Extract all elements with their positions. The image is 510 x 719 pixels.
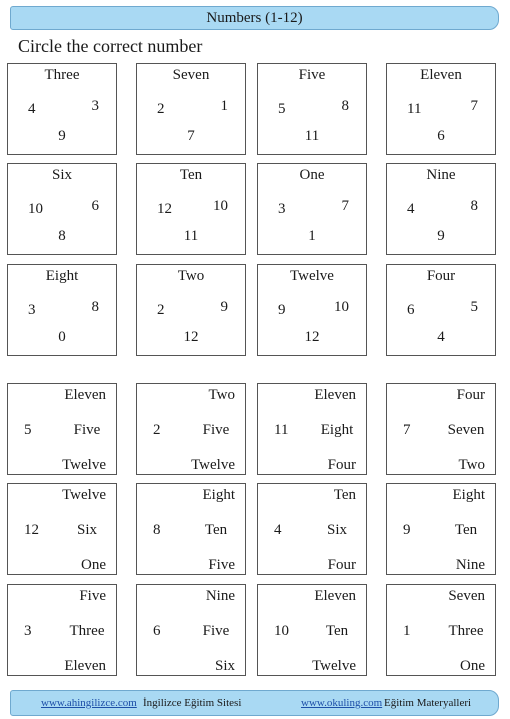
number-word: Twelve xyxy=(290,268,334,284)
instruction-text: Circle the correct number xyxy=(18,36,203,56)
number-option[interactable]: 7 xyxy=(470,98,478,114)
number-option[interactable]: 9 xyxy=(220,299,228,315)
word-option[interactable]: Three xyxy=(448,623,484,639)
number-option[interactable]: 12 xyxy=(183,329,199,345)
page-title: Numbers (1-12) xyxy=(206,10,303,26)
number-box xyxy=(7,383,117,475)
number-box xyxy=(386,483,496,575)
word-box xyxy=(136,163,246,255)
footer-link-okuling[interactable]: www.okuling.com xyxy=(301,697,383,709)
number-option[interactable]: 4 xyxy=(437,329,445,345)
word-option[interactable]: Nine xyxy=(205,588,235,604)
number-option[interactable]: 1 xyxy=(308,228,316,244)
word-box xyxy=(257,163,367,255)
number-word: Two xyxy=(177,268,205,284)
word-option[interactable]: Three xyxy=(69,623,105,639)
word-box xyxy=(136,264,246,356)
number-box xyxy=(136,584,246,676)
numeral: 4 xyxy=(274,522,282,538)
word-option[interactable]: Twelve xyxy=(62,457,106,473)
word-option[interactable]: Ten xyxy=(325,623,349,639)
number-box xyxy=(7,483,117,575)
number-option[interactable]: 7 xyxy=(341,198,349,214)
number-option[interactable]: 11 xyxy=(407,101,422,117)
numeral: 11 xyxy=(274,422,289,438)
numeral: 8 xyxy=(153,522,161,538)
number-word: Eleven xyxy=(420,67,462,83)
number-box xyxy=(136,383,246,475)
page-header xyxy=(10,6,499,30)
number-box xyxy=(257,383,367,475)
number-option[interactable]: 1 xyxy=(220,98,228,114)
number-option[interactable]: 5 xyxy=(470,299,478,315)
word-box xyxy=(257,63,367,155)
number-option[interactable]: 9 xyxy=(437,228,445,244)
word-option[interactable]: Ten xyxy=(333,487,356,503)
page-footer xyxy=(10,690,499,716)
footer-link-ahingilizce[interactable]: www.ahingilizce.com xyxy=(41,697,137,709)
word-option[interactable]: Ten xyxy=(204,522,228,538)
number-word: Eight xyxy=(45,268,79,284)
word-option[interactable]: Four xyxy=(327,557,356,573)
word-option[interactable]: Six xyxy=(214,658,235,674)
word-option[interactable]: Nine xyxy=(455,557,485,573)
word-option[interactable]: Seven xyxy=(447,422,485,438)
word-option[interactable]: Five xyxy=(202,623,230,639)
number-option[interactable]: 8 xyxy=(91,299,99,315)
number-option[interactable]: 8 xyxy=(58,228,66,244)
number-word: Seven xyxy=(172,67,210,83)
word-option[interactable]: Eleven xyxy=(314,588,356,604)
number-option[interactable]: 6 xyxy=(407,302,415,318)
number-option[interactable]: 12 xyxy=(304,329,320,345)
footer-text-1: İngilizce Eğitim Sitesi xyxy=(143,697,242,709)
word-option[interactable]: One xyxy=(81,557,106,573)
word-option[interactable]: Eight xyxy=(202,487,235,503)
numeral: 7 xyxy=(403,422,411,438)
word-option[interactable]: Six xyxy=(76,522,97,538)
numeral: 6 xyxy=(153,623,161,639)
number-option[interactable]: 2 xyxy=(157,302,165,318)
number-option[interactable]: 8 xyxy=(470,198,478,214)
number-option[interactable]: 5 xyxy=(278,101,286,117)
number-word: Ten xyxy=(179,167,203,183)
number-option[interactable]: 4 xyxy=(407,201,415,217)
word-option[interactable]: Two xyxy=(458,457,485,473)
number-word: Six xyxy=(51,167,72,183)
numeral: 5 xyxy=(24,422,32,438)
number-option[interactable]: 7 xyxy=(187,128,195,144)
word-option[interactable]: Seven xyxy=(448,588,485,604)
word-option[interactable]: Twelve xyxy=(191,457,235,473)
number-box xyxy=(257,584,367,676)
word-option[interactable]: Eleven xyxy=(314,387,356,403)
numeral: 2 xyxy=(153,422,161,438)
word-box xyxy=(386,264,496,356)
word-option[interactable]: One xyxy=(460,658,485,674)
word-option[interactable]: Eight xyxy=(452,487,485,503)
word-option[interactable]: Four xyxy=(327,457,356,473)
number-option[interactable]: 10 xyxy=(28,201,43,217)
word-option[interactable]: Two xyxy=(208,387,235,403)
number-option[interactable]: 3 xyxy=(278,201,286,217)
number-word: Five xyxy=(298,67,326,83)
number-word: Three xyxy=(44,67,80,83)
number-option[interactable]: 6 xyxy=(91,198,99,214)
number-word: Nine xyxy=(426,167,456,183)
number-option[interactable]: 9 xyxy=(58,128,66,144)
word-option[interactable]: Six xyxy=(326,522,347,538)
number-option[interactable]: 10 xyxy=(213,198,228,214)
numeral: 10 xyxy=(274,623,289,639)
word-box xyxy=(257,264,367,356)
word-box xyxy=(136,63,246,155)
number-option[interactable]: 12 xyxy=(157,201,172,217)
word-option[interactable]: Eleven xyxy=(64,387,106,403)
number-option[interactable]: 6 xyxy=(437,128,445,144)
word-option[interactable]: Five xyxy=(202,422,230,438)
word-box xyxy=(7,63,117,155)
word-option[interactable]: Five xyxy=(79,588,106,604)
number-option[interactable]: 0 xyxy=(58,329,66,345)
word-option[interactable]: Five xyxy=(73,422,101,438)
number-option[interactable]: 11 xyxy=(183,228,199,244)
number-box xyxy=(386,584,496,676)
number-option[interactable]: 11 xyxy=(304,128,320,144)
number-option[interactable]: 2 xyxy=(157,101,165,117)
word-option[interactable]: Eight xyxy=(320,422,354,438)
number-word: Four xyxy=(426,268,456,284)
number-option[interactable]: 4 xyxy=(28,101,36,117)
number-box xyxy=(7,584,117,676)
number-option[interactable]: 9 xyxy=(278,302,286,318)
number-option[interactable]: 10 xyxy=(334,299,349,315)
number-box xyxy=(386,383,496,475)
number-option[interactable]: 3 xyxy=(91,98,99,114)
word-option[interactable]: Four xyxy=(456,387,485,403)
numeral: 1 xyxy=(403,623,411,639)
word-option[interactable]: Twelve xyxy=(62,487,106,503)
numeral: 12 xyxy=(24,522,39,538)
word-option[interactable]: Ten xyxy=(454,522,478,538)
number-word: One xyxy=(299,167,325,183)
footer-text-2: Eğitim Materyalleri xyxy=(384,697,472,709)
word-option[interactable]: Eleven xyxy=(64,658,106,674)
word-option[interactable]: Twelve xyxy=(312,658,356,674)
word-box xyxy=(386,63,496,155)
numeral: 3 xyxy=(24,623,32,639)
number-box xyxy=(257,483,367,575)
word-option[interactable]: Five xyxy=(208,557,235,573)
number-option[interactable]: 8 xyxy=(341,98,349,114)
numeral: 9 xyxy=(403,522,411,538)
word-box xyxy=(386,163,496,255)
word-box xyxy=(7,163,117,255)
word-box xyxy=(7,264,117,356)
number-box xyxy=(136,483,246,575)
number-option[interactable]: 3 xyxy=(28,302,36,318)
